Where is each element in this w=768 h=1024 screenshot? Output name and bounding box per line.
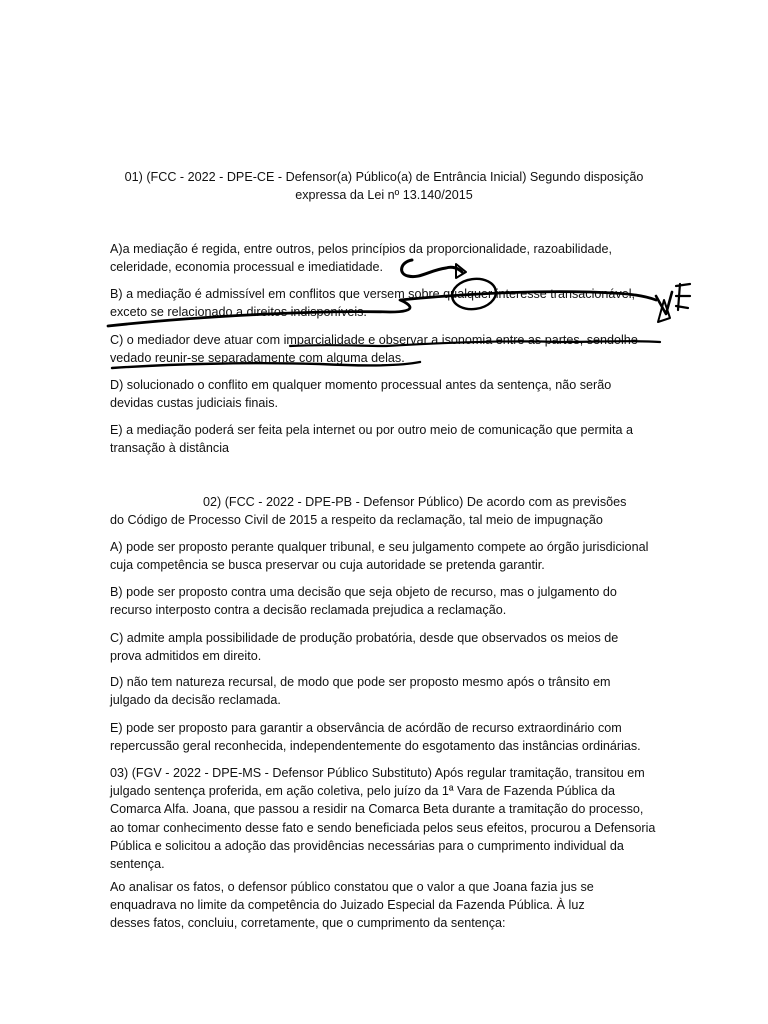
question-2-option-e: E) pode ser proposto para garantir a observância de acórdão de recurso extraordinário com repercussão geral reconhecida, independentemente do esgotamento das instâncias ordinárias.	[110, 721, 641, 754]
question-1-option-b: B) a mediação é admissível em conflitos que versem sobre qualquer interesse transacionável, exceto se relacionado a direitos indisponíveis.	[110, 287, 636, 320]
question-2-option-a: A) pode ser proposto perante qualquer tribunal, e seu julgamento compete ao órgão jurisdicional cuja competência se busca preservar ou cuja autoridade se pretenda garantir.	[110, 540, 649, 573]
question-1-option-a: A)a mediação é regida, entre outros, pelos princípios da proporcionalidade, razoabilidade, celeridade, economia processual e imediatidade.	[110, 242, 612, 275]
question-3-heading: 03) (FGV - 2022 - DPE-MS - Defensor Público Substituto) Após regular tramitação, transitou em julgado sentença proferida, em ação coletiva, pelo juízo da 1ª Vara de Fazenda Pública da Comarca Alfa. Joana, que passou a residir na Comarca Beta durante a tramitação do processo, ao tomar conhecimento desse fato e sendo beneficiada pelos seus efeitos, procurou a Defensoria Pública e solicitou a adoção das providências necessárias para o cumprimento individual da sentença.	[110, 766, 656, 872]
question-2-option-b: B) pode ser proposto contra uma decisão que seja objeto de recurso, mas o julgamento do recurso interposto contra a decisão reclamada prejudica a reclamação.	[110, 585, 617, 618]
question-2-heading: 02) (FCC - 2022 - DPE-PB - Defensor Público) De acordo com as previsões do Código de Processo Civil de 2015 a respeito da reclamação, tal meio de impugnação	[110, 495, 627, 528]
question-2-option-d: D) não tem natureza recursal, de modo que pode ser proposto mesmo após o trânsito em julgado da decisão reclamada.	[110, 675, 611, 708]
question-3-paragraph: Ao analisar os fatos, o defensor público constatou que o valor a que Joana fazia jus se enquadrava no limite da competência do Juizado Especial da Fazenda Pública. À luz desses fatos, concluiu, corretamente, que o cumprimento da sentença:	[110, 880, 594, 931]
question-1-option-d: D) solucionado o conflito em qualquer momento processual antes da sentença, não serão devidas custas judiciais finais.	[110, 378, 612, 411]
question-1-heading: 01) (FCC - 2022 - DPE-CE - Defensor(a) Público(a) de Entrância Inicial) Segundo disposição expressa da Lei nº 13.140/2015	[124, 170, 644, 203]
question-1-option-c: C) o mediador deve atuar com imparcialidade e observar a isonomia entre as partes, sendolhe vedado reunir-se separadamente com alguma delas.	[110, 333, 638, 366]
question-1-option-e: E) a mediação poderá ser feita pela internet ou por outro meio de comunicação que permita a transação à distância	[110, 423, 633, 456]
question-2-option-c: C) admite ampla possibilidade de produção probatória, desde que observados os meios de prova admitidos em direito.	[110, 631, 619, 664]
